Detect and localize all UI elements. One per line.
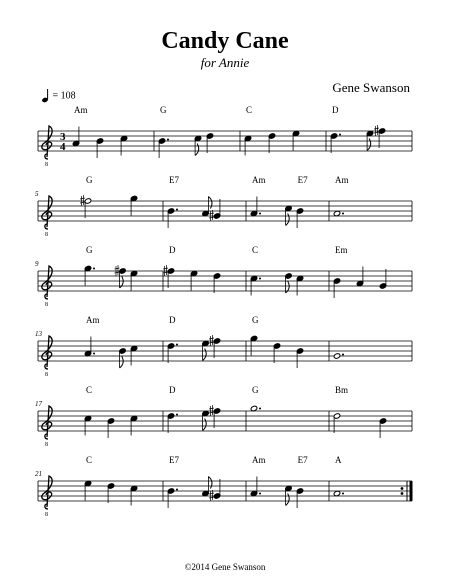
augmentation-dot xyxy=(259,493,261,495)
chord-symbol: A xyxy=(335,455,342,465)
chord-symbol: Bm xyxy=(335,385,349,395)
chord-symbol: Em xyxy=(335,245,348,255)
augmentation-dot xyxy=(259,278,261,280)
measure-number: 13 xyxy=(35,330,42,338)
chord-symbol: Am xyxy=(335,175,349,185)
sharp-icon xyxy=(115,265,120,276)
chord-symbol: Am xyxy=(86,315,100,325)
sharp-icon xyxy=(209,210,214,221)
chord-symbol: E7 xyxy=(169,175,179,185)
eighth-flag xyxy=(120,356,124,368)
measure-number: 9 xyxy=(35,260,39,268)
chord-symbol: E7 xyxy=(297,455,308,465)
octave-eight-marker: 8 xyxy=(45,512,48,518)
repeat-dot xyxy=(401,487,404,490)
octave-eight-marker: 8 xyxy=(45,302,48,308)
chord-symbol: D xyxy=(169,385,176,395)
eighth-flag xyxy=(367,139,371,151)
augmentation-dot xyxy=(342,213,344,215)
sharp-icon xyxy=(209,335,214,346)
octave-eight-marker: 8 xyxy=(45,162,48,168)
time-signature-bottom: 4 xyxy=(60,141,66,153)
augmentation-dot xyxy=(342,354,344,356)
augmentation-dot xyxy=(259,408,261,410)
eighth-flag xyxy=(203,419,207,431)
augmentation-dot xyxy=(93,353,95,355)
measure-number: 5 xyxy=(35,190,39,198)
sharp-icon xyxy=(163,265,168,276)
chord-symbol: Am xyxy=(74,105,88,115)
note-head xyxy=(333,353,340,359)
chord-symbol: D xyxy=(169,245,176,255)
chord-symbol: C xyxy=(246,105,253,115)
page-title: Candy Cane xyxy=(161,28,289,54)
eighth-flag xyxy=(286,214,290,226)
chord-symbol: C xyxy=(86,455,93,465)
sharp-icon xyxy=(209,405,214,416)
sharp-icon xyxy=(80,195,85,206)
chord-symbol: E7 xyxy=(297,175,308,185)
augmentation-dot xyxy=(339,134,341,136)
eighth-flag xyxy=(208,477,212,489)
chord-symbol: D xyxy=(332,105,339,115)
chord-symbol: G xyxy=(160,105,167,115)
time-signature-top: 3 xyxy=(60,131,66,143)
dedication-subtitle: for Annie xyxy=(200,55,250,70)
copyright-notice: ©2014 Gene Swanson xyxy=(184,562,266,572)
augmentation-dot xyxy=(176,209,178,211)
measure-number: 21 xyxy=(35,470,42,478)
chord-symbol: G xyxy=(86,175,93,185)
octave-eight-marker: 8 xyxy=(45,232,48,238)
chord-symbol: Am xyxy=(252,455,266,465)
eighth-flag xyxy=(208,197,212,209)
eighth-flag xyxy=(286,494,290,506)
repeat-dot xyxy=(401,492,404,495)
chord-symbol: G xyxy=(252,385,259,395)
eighth-flag xyxy=(195,144,199,156)
octave-eight-marker: 8 xyxy=(45,442,48,448)
augmentation-dot xyxy=(176,489,178,491)
measure-number: 17 xyxy=(35,400,42,408)
augmentation-dot xyxy=(176,414,178,416)
tempo-value: = 108 xyxy=(52,90,76,102)
augmentation-dot xyxy=(93,268,95,270)
chord-symbol: G xyxy=(86,245,93,255)
chord-symbol: C xyxy=(252,245,259,255)
augmentation-dot xyxy=(259,213,261,215)
octave-eight-marker: 8 xyxy=(45,372,48,378)
chord-symbol: E7 xyxy=(169,455,179,465)
augmentation-dot xyxy=(176,344,178,346)
chord-symbol: C xyxy=(86,385,93,395)
augmentation-dot xyxy=(167,139,169,141)
sharp-icon xyxy=(374,125,379,136)
augmentation-dot xyxy=(342,493,344,495)
composer-name: Gene Swanson xyxy=(332,80,410,95)
chord-symbol: Am xyxy=(252,175,266,185)
chord-symbol: D xyxy=(169,315,176,325)
eighth-flag xyxy=(203,349,207,361)
sharp-icon xyxy=(209,490,214,501)
chord-symbol: G xyxy=(252,315,259,325)
